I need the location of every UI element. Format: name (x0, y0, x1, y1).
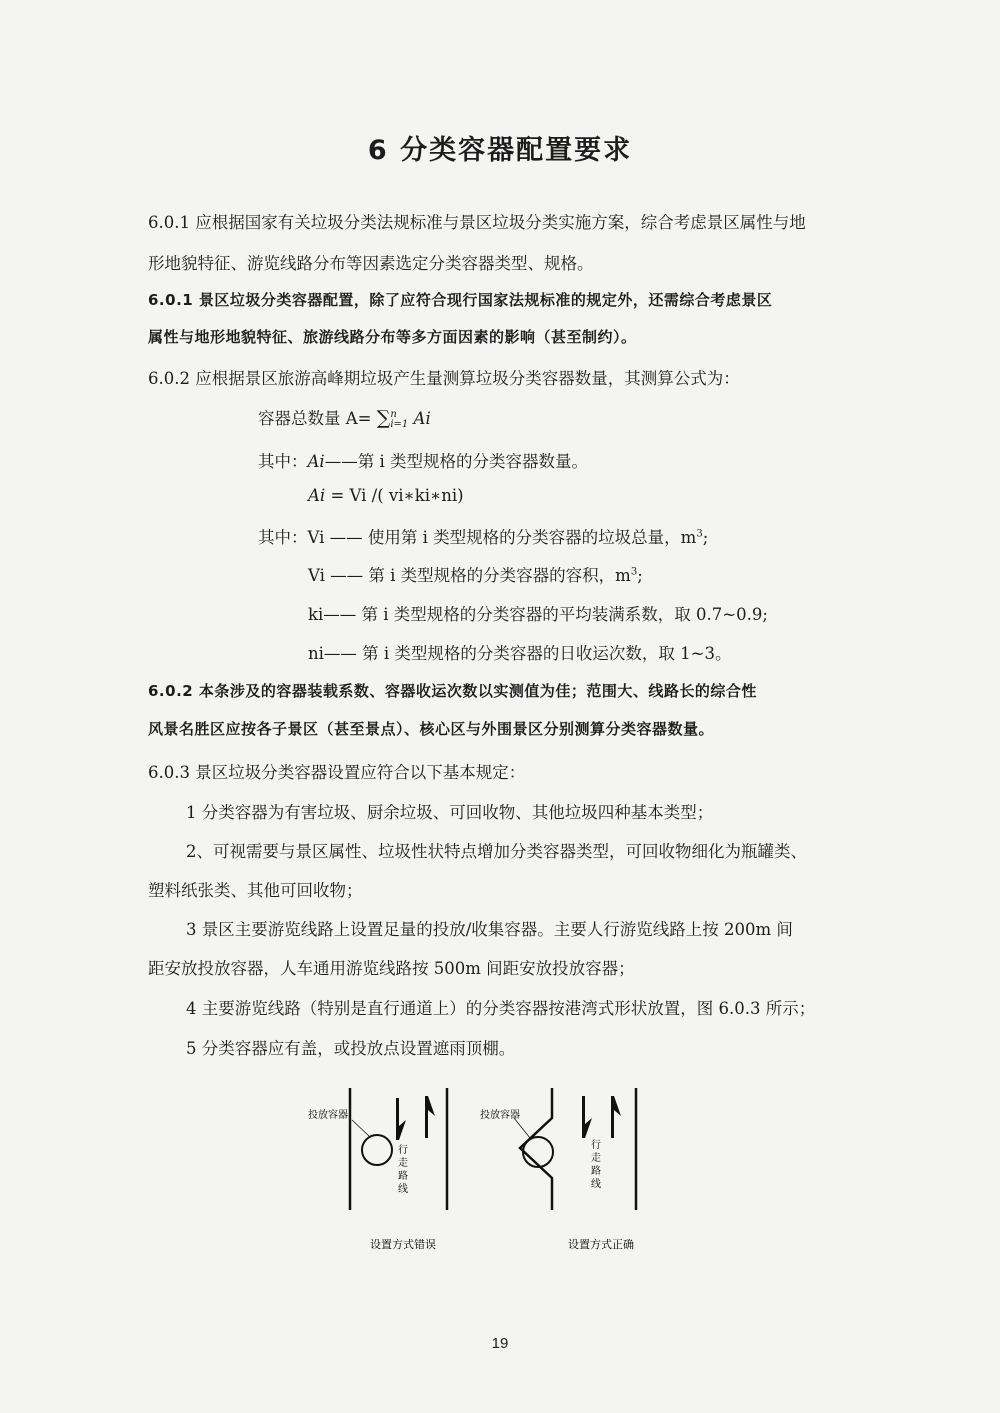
page-title: 6 分类容器配置要求 (367, 135, 633, 166)
rule-2-line1: 2、可视需要与景区属性、垃圾性状特点增加分类容器类型，可回收物细化为瓶罐类、 (186, 842, 807, 861)
leader-line (352, 1120, 370, 1137)
clause-6-0-1-line1: 6.0.1 应根据国家有关垃圾分类法规标准与景区垃圾分类实施方案，综合考虑景区属性与地 (148, 213, 806, 232)
rule-5: 5 分类容器应有盖，或投放点设置遮雨顶棚。 (186, 1039, 516, 1058)
rule-1: 1 分类容器为有害垃圾、厨余垃圾、可回收物、其他垃圾四种基本类型； (186, 803, 714, 822)
rule-3-line1: 3 景区主要游览线路上设置足量的投放/收集容器。主要人行游览线路上按 200m 间 (186, 920, 793, 939)
figure-6-0-3 (290, 1080, 690, 1260)
rule-4: 4 主要游览线路（特别是直行通道上）的分类容器按港湾式形状放置，图 6.0.3 所示； (186, 999, 816, 1018)
formula-vi-small: Vi —— 第 i 类型规格的分类容器的容积，m (308, 566, 631, 585)
path-label-char-1: 行 (591, 1140, 601, 1151)
up-arrow-icon (425, 1096, 435, 1138)
clause-6-0-2-line1: 6.0.2 应根据景区旅游高峰期垃圾产生量测算垃圾分类容器数量，其测算公式为： (148, 369, 740, 388)
path-label-char-2: 走 (398, 1158, 408, 1169)
path-label-char-4: 线 (591, 1179, 601, 1190)
note-6-0-2-line2: 风景名胜区应按各子景区（甚至景点）、核心区与外围景区分别测算分类容器数量。 (148, 720, 715, 738)
clause-6-0-1-line2: 形地貌特征、游览线路分布等因素选定分类容器类型、规格。 (148, 254, 594, 273)
path-label-char-3: 路 (398, 1171, 408, 1182)
formula-vi-big: Vi —— 使用第 i 类型规格的分类容器的垃圾总量，m (307, 528, 697, 547)
formula-vi-small-sup: 3 (630, 566, 638, 578)
path-label-char-2: 走 (591, 1153, 601, 1164)
formula-vi-volume (308, 562, 643, 586)
formula-where-2: 其中： (258, 528, 308, 547)
right-placement-diagram (480, 1088, 636, 1251)
formula-vi-big-end: ; (702, 528, 709, 547)
formula-total-label: 容器总数量 A= (258, 409, 372, 428)
formula-ai-eq-symbol: Ai (308, 486, 326, 505)
formula-ki: ki—— 第 i 类型规格的分类容器的平均装满系数，取 0.7~0.9; (308, 605, 768, 624)
up-arrow-icon (611, 1096, 621, 1138)
note-6-0-1-line1: 6.0.1 景区垃圾分类容器配置，除了应符合现行国家法规标准的规定外，还需综合考虑景区 (148, 291, 773, 309)
down-arrow-icon (396, 1098, 406, 1140)
formula-ai-symbol: Ai (307, 452, 325, 471)
formula-ai-eq: = Vi /( vi∗ki∗ni) (330, 486, 464, 505)
page-number: 19 (491, 1335, 509, 1352)
formula-where-1: 其中： (258, 452, 308, 471)
wrong-placement-diagram (308, 1088, 447, 1251)
formula-ai-equation (308, 486, 464, 505)
note-6-0-2-line1: 6.0.2 本条涉及的容器装载系数、容器收运次数以实测值为佳；范围大、线路长的综合性 (148, 682, 757, 700)
formula-vi-small-end: ; (637, 566, 643, 585)
path-label-char-4: 线 (398, 1184, 408, 1195)
formula-total (258, 405, 431, 430)
formula-sigma: ∑ (376, 407, 391, 429)
formula-sigma-sup: n (390, 408, 397, 420)
formula-sigma-term: Ai (413, 409, 431, 428)
note-6-0-1-line2: 属性与地形地貌特征、旅游线路分布等多方面因素的影响（甚至制约）。 (148, 328, 637, 346)
rule-2-line2: 塑料纸张类、其他可回收物； (148, 881, 363, 900)
container-label: 投放容器 (308, 1110, 348, 1121)
container-label: 投放容器 (480, 1110, 520, 1121)
formula-vi-total (258, 524, 708, 548)
formula-ni: ni—— 第 i 类型规格的分类容器的日收运次数，取 1~3。 (308, 644, 732, 663)
down-arrow-icon (582, 1096, 592, 1138)
path-label-char-1: 行 (398, 1145, 408, 1156)
wrong-caption: 设置方式错误 (370, 1238, 436, 1251)
formula-ai-desc: ——第 i 类型规格的分类容器数量。 (324, 452, 588, 471)
leader-line (514, 1118, 530, 1138)
formula-sigma-sub: i=1 (390, 418, 409, 430)
formula-vi-big-sup: 3 (696, 528, 703, 540)
right-caption: 设置方式正确 (568, 1238, 634, 1251)
container-circle (362, 1135, 392, 1165)
rule-3-line2: 距安放投放容器，人车通用游览线路按 500m 间距安放投放容器； (148, 959, 635, 978)
clause-6-0-3-line1: 6.0.3 景区垃圾分类容器设置应符合以下基本规定： (148, 763, 526, 782)
container-circle (523, 1137, 553, 1167)
formula-ai-definition (258, 448, 588, 472)
path-edge-left-harbor (520, 1088, 552, 1210)
path-label-char-3: 路 (591, 1166, 601, 1177)
